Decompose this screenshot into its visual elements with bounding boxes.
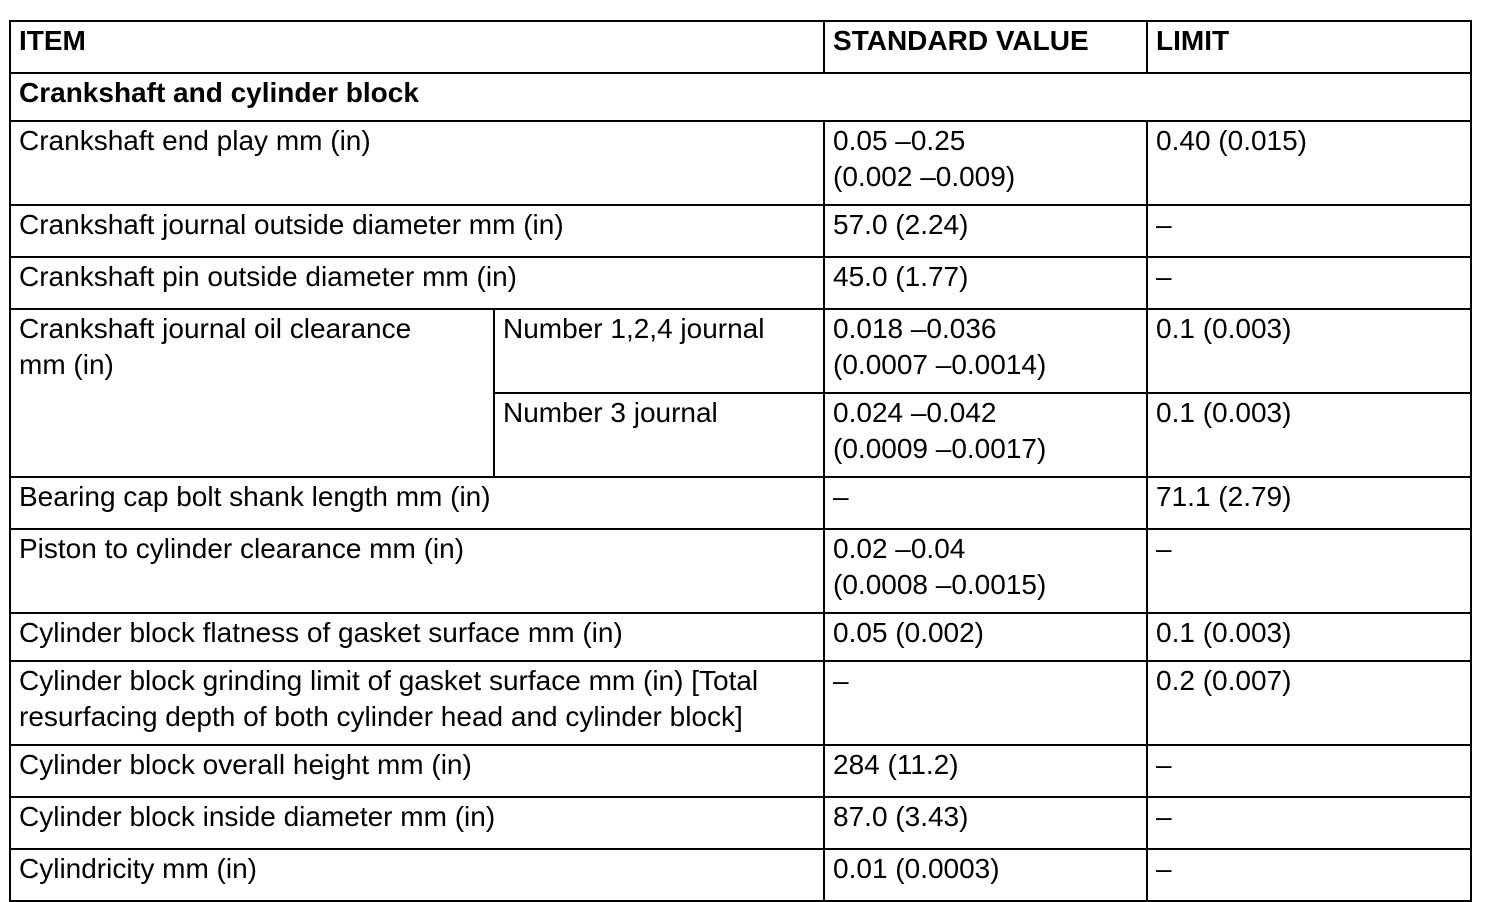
table-row	[10, 121, 1471, 205]
limit-cell: –	[1147, 849, 1471, 901]
standard-value-line: (0.0008 –0.0015)	[833, 569, 1047, 600]
header-item: ITEM	[10, 21, 824, 73]
item-cell: Cylinder block overall height mm (in)	[10, 745, 824, 797]
standard-value-cell: 87.0 (3.43)	[824, 797, 1147, 849]
limit-cell: –	[1147, 797, 1471, 849]
item-line: Crankshaft journal oil clearance	[19, 313, 412, 344]
table-row	[10, 205, 1471, 257]
standard-value-line: (0.0009 –0.0017)	[833, 433, 1047, 464]
item-cell: Cylindricity mm (in)	[10, 849, 824, 901]
standard-value-line: (0.002 –0.009)	[833, 161, 1016, 192]
standard-value-line: 0.024 –0.042	[833, 397, 997, 428]
standard-value-cell: 57.0 (2.24)	[824, 205, 1147, 257]
limit-cell: –	[1147, 529, 1471, 613]
item-cell	[10, 661, 824, 745]
limit-cell: –	[1147, 745, 1471, 797]
limit-cell: 0.1 (0.003)	[1147, 393, 1471, 477]
table-row	[10, 797, 1471, 849]
item-line: mm (in)	[19, 349, 114, 380]
item-cell	[10, 309, 494, 477]
standard-value-cell	[824, 309, 1147, 393]
limit-cell: –	[1147, 205, 1471, 257]
limit-cell: –	[1147, 257, 1471, 309]
item-cell: Cylinder block inside diameter mm (in)	[10, 797, 824, 849]
table-row	[10, 309, 1471, 393]
table-row	[10, 849, 1471, 901]
item-cell: Cylinder block flatness of gasket surface mm (in)	[10, 613, 824, 661]
item-line: resurfacing depth of both cylinder head and cylinder block]	[19, 701, 743, 732]
standard-value-cell	[824, 529, 1147, 613]
section-title: Crankshaft and cylinder block	[10, 73, 1471, 121]
specification-table	[9, 20, 1472, 902]
standard-value-line: (0.0007 –0.0014)	[833, 349, 1047, 380]
table-row	[10, 661, 1471, 745]
standard-value-line: 0.05 –0.25	[833, 125, 966, 156]
table-row	[10, 613, 1471, 661]
standard-value-cell	[824, 121, 1147, 205]
standard-value-cell: 284 (11.2)	[824, 745, 1147, 797]
standard-value-cell: 0.05 (0.002)	[824, 613, 1147, 661]
item-cell: Bearing cap bolt shank length mm (in)	[10, 477, 824, 529]
standard-value-cell	[824, 393, 1147, 477]
subitem-cell: Number 1,2,4 journal	[494, 309, 824, 393]
limit-cell: 0.1 (0.003)	[1147, 613, 1471, 661]
standard-value-line: 0.018 –0.036	[833, 313, 997, 344]
table-row	[10, 529, 1471, 613]
limit-cell: 0.1 (0.003)	[1147, 309, 1471, 393]
standard-value-cell: 45.0 (1.77)	[824, 257, 1147, 309]
item-cell: Crankshaft end play mm (in)	[10, 121, 824, 205]
subitem-cell: Number 3 journal	[494, 393, 824, 477]
table-row	[10, 745, 1471, 797]
header-row	[10, 21, 1471, 73]
standard-value-line: 0.02 –0.04	[833, 533, 966, 564]
item-line: Cylinder block grinding limit of gasket surface mm (in) [Total	[19, 665, 759, 696]
header-limit: LIMIT	[1147, 21, 1471, 73]
table-row	[10, 257, 1471, 309]
standard-value-cell: –	[824, 661, 1147, 745]
limit-cell: 0.2 (0.007)	[1147, 661, 1471, 745]
limit-cell: 0.40 (0.015)	[1147, 121, 1471, 205]
header-standard-value: STANDARD VALUE	[824, 21, 1147, 73]
section-row	[10, 73, 1471, 121]
standard-value-cell: –	[824, 477, 1147, 529]
table-row	[10, 477, 1471, 529]
item-cell: Crankshaft journal outside diameter mm (in)	[10, 205, 824, 257]
item-cell: Crankshaft pin outside diameter mm (in)	[10, 257, 824, 309]
limit-cell: 71.1 (2.79)	[1147, 477, 1471, 529]
standard-value-cell: 0.01 (0.0003)	[824, 849, 1147, 901]
item-cell: Piston to cylinder clearance mm (in)	[10, 529, 824, 613]
